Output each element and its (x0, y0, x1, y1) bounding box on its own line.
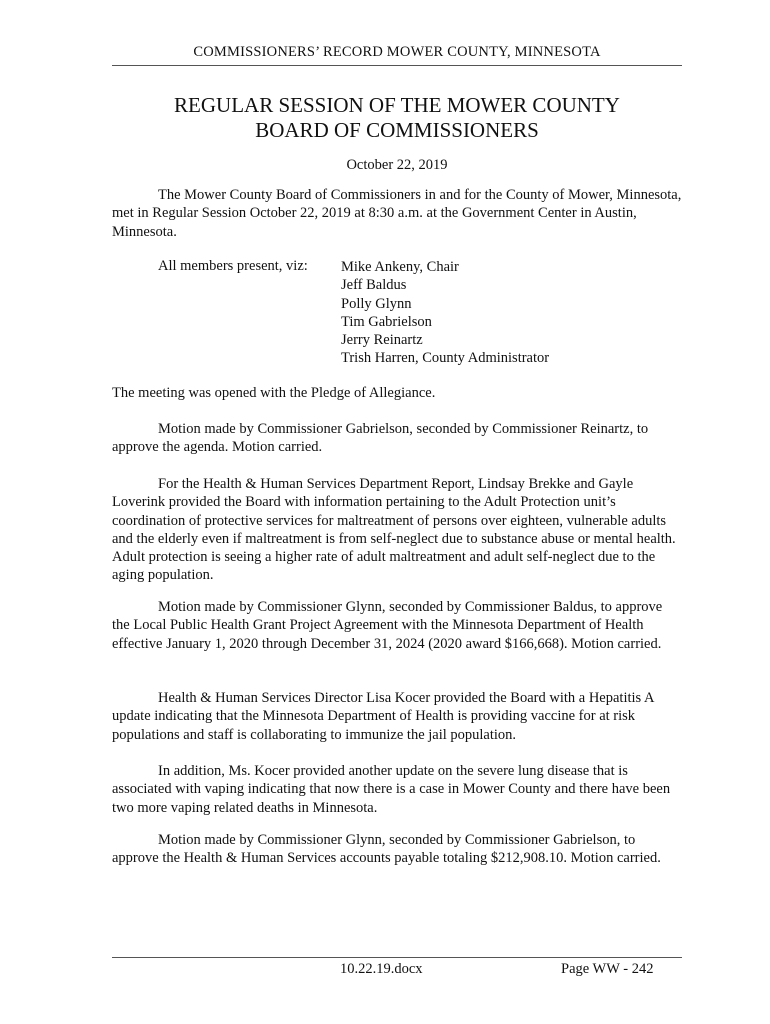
paragraph-hhs-report: For the Health & Human Services Department Report, Lindsay Brekke and Gayle Loverink provided the Board with information pertaining to the Adult Protection unit’s coordination of protective services for maltreatment of persons over eighteen, vulnerable adults and the elderly even if maltreatment is from self-neglect due to substance abuse or mental health. Adult protection is seeing a higher rate of adult maltreatment and adult self-neglect due to the aging population. (112, 476, 676, 584)
members-label: All members present, viz: (158, 258, 308, 274)
paragraph-vaping-update: In addition, Ms. Kocer provided another update on the severe lung disease that is associated with vaping indicating that now there is a case in Mower County and there have been two more vaping related deaths in Minnesota. (112, 763, 671, 816)
member-item: Polly Glynn (341, 295, 412, 312)
paragraph-payables-motion: Motion made by Commissioner Glynn, seconded by Commissioner Gabrielson, to approve the Health & Human Services accounts payable totaling $212,908.10. Motion carried. (112, 832, 661, 867)
intro-paragraph: The Mower County Board of Commissioners in and for the County of Mower, Minnesota, met in Regular Session October 22, 2019 at 8:30 a.m. at the Government Center in Austin, Minnesota. (112, 187, 682, 240)
paragraph-grant-motion: Motion made by Commissioner Glynn, seconded by Commissioner Baldus, to approve the Local Public Health Grant Project Agreement with the Minnesota Department of Health effective January 1, 2020 through December 31, 2024 (2020 award $166,668). Motion carried. (112, 599, 663, 652)
footer-rule (112, 957, 682, 958)
pledge-paragraph: The meeting was opened with the Pledge of Allegiance. (112, 385, 436, 401)
footer-filename: 10.22.19.docx (340, 961, 423, 977)
title-line-1: REGULAR SESSION OF THE MOWER COUNTY (174, 93, 620, 117)
meeting-date: October 22, 2019 (346, 157, 448, 173)
footer-page-number: Page WW - 242 (561, 961, 654, 977)
running-header: COMMISSIONERS’ RECORD MOWER COUNTY, MINNESOTA (193, 44, 601, 60)
member-item: Jerry Reinartz (341, 332, 423, 349)
member-item: Jeff Baldus (341, 277, 407, 294)
paragraph-agenda-motion: Motion made by Commissioner Gabrielson, seconded by Commissioner Reinartz, to approve the agenda. Motion carried. (112, 421, 649, 456)
header-rule (112, 65, 682, 66)
document-title (112, 93, 682, 143)
member-item: Mike Ankeny, Chair (341, 259, 459, 275)
members-list (341, 258, 549, 368)
paragraph-hepatitis-update: Health & Human Services Director Lisa Kocer provided the Board with a Hepatitis A update indicating that the Minnesota Department of Health is providing vaccine for at risk populations and staff is collaborating to immunize the jail population. (112, 690, 654, 743)
member-item: Trish Harren, County Administrator (341, 350, 550, 367)
title-line-2: BOARD OF COMMISSIONERS (255, 118, 539, 142)
member-item: Tim Gabrielson (341, 313, 432, 330)
